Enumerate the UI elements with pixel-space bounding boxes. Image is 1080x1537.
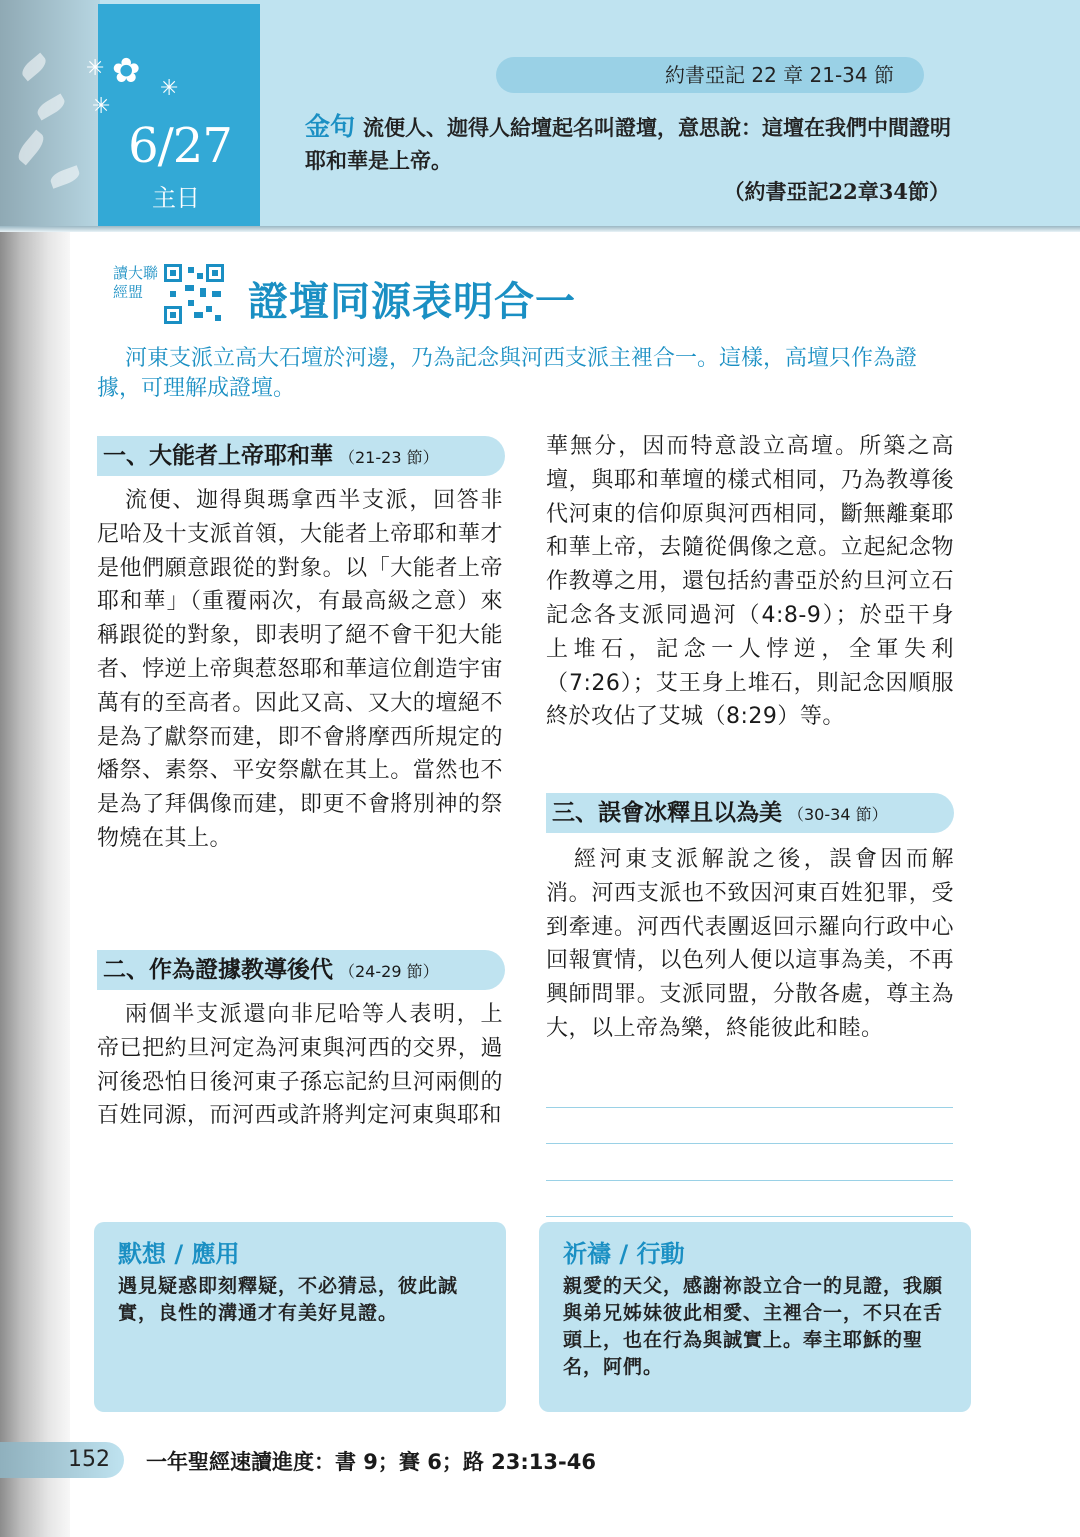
note-line [546, 1107, 953, 1108]
section-range: （30-34 節） [788, 805, 888, 824]
golden-verse-reference: （約書亞記22章34節） [723, 179, 950, 204]
section-3-body: 經河東支派解說之後，誤會因而解消。河西支派也不致因河東百姓犯罪，受到牽連。河西代表團返回示羅向行政中心回報實情，以色列人便以這事為美，不再興師問罪。支派同盟，分散各處，尊主為大，以上帝為樂，終能彼此和睦。 [546, 847, 954, 1041]
section-heading-text: 三、誤會冰釋且以為美 [552, 800, 782, 826]
meditation-box [94, 1222, 506, 1412]
meditation-text: 遇見疑惑即刻釋疑，不必猜忌，彼此誠實，良性的溝通才有美好見證。 [118, 1275, 459, 1324]
star-icon: ✳ [86, 56, 105, 81]
golden-verse [305, 110, 955, 177]
page-number: 152 [0, 1442, 124, 1478]
meditation-title: 默想 / 應用 [118, 1240, 240, 1268]
section-range: （21-23 節） [339, 448, 439, 467]
note-line [546, 1180, 953, 1181]
intro-paragraph: 河東支派立高大石壇於河邊，乃為記念與河西支派主裡合一。這樣，高壇只作為證據，可理解成證壇。 [97, 346, 918, 401]
prayer-title: 祈禱 / 行動 [563, 1240, 685, 1268]
section-heading-3 [546, 793, 954, 833]
section-heading-1 [97, 436, 505, 476]
date: 6/27 [128, 118, 232, 174]
prayer-text: 親愛的天父，感謝祢設立合一的見證，我願與弟兄姊妹彼此相愛、主裡合一，不只在舌頭上，也在行為與誠實上。奉主耶穌的聖名，阿們。 [563, 1275, 944, 1378]
section-heading-2 [97, 950, 505, 990]
reading-plan: 一年聖經速讀進度：書 9；賽 6；路 23:13-46 [146, 1450, 596, 1474]
star-icon: ✳ [160, 76, 179, 101]
day-label: 主日 [152, 184, 200, 212]
section-2-body-left: 兩個半支派還向非尼哈等人表明，上帝已把約旦河定為河東與河西的交界，過河後恐怕日後河東子孫忘記約旦河兩側的百姓同源，而河西或許將判定河東與耶和 [97, 1002, 503, 1129]
header-divider [0, 226, 1080, 232]
qr-label: 讀大聯經盟 [113, 264, 159, 301]
prayer-box [539, 1222, 971, 1412]
flower-icon: ✿ [112, 51, 141, 91]
passage-reference: 約書亞記 22 章 21-34 節 [496, 57, 924, 93]
section-2-body-right: 華無分，因而特意設立高壇。所築之高壇，與耶和華壇的樣式相同，乃為教導後代河東的信仰原與河西相同，斷無離棄耶和華上帝，去隨從偶像之意。立起紀念物作教導之用，還包括約書亞於約旦河立石記念各支派同過河（4:8-9）；於亞干身上堆石，記念一人悖逆，全軍失利（7:26）；艾王身上堆石，則記念因順服終於攻佔了艾城（8:29）等。 [546, 434, 954, 730]
qr-code-icon[interactable] [164, 264, 224, 324]
note-line [546, 1143, 953, 1144]
section-range: （24-29 節） [339, 962, 439, 981]
golden-verse-text: 流便人、迦得人給壇起名叫證壇，意思說：這壇在我們中間證明耶和華是上帝。 [305, 115, 952, 173]
note-line [546, 1216, 953, 1217]
star-icon: ✳ [92, 94, 111, 119]
section-heading-text: 二、作為證據教導後代 [103, 957, 333, 983]
golden-verse-label: 金句 [305, 112, 356, 141]
section-heading-text: 一、大能者上帝耶和華 [103, 443, 333, 469]
page-title: 證壇同源表明合一 [248, 279, 576, 325]
section-1-body: 流便、迦得與瑪拿西半支派，回答非尼哈及十支派首領，大能者上帝耶和華才是他們願意跟從的對象。以「大能者上帝耶和華」（重覆兩次，有最高級之意）來稱跟從的對象，即表明了絕不會干犯大能者、悖逆上帝與惹怒耶和華這位創造宇宙萬有的至高者。因此又高、又大的壇絕不是為了獻祭而建，即不會將摩西所規定的燔祭、素祭、平安祭獻在其上。當然也不是為了拜偶像而建，即更不會將別神的祭物燒在其上。 [97, 488, 503, 851]
